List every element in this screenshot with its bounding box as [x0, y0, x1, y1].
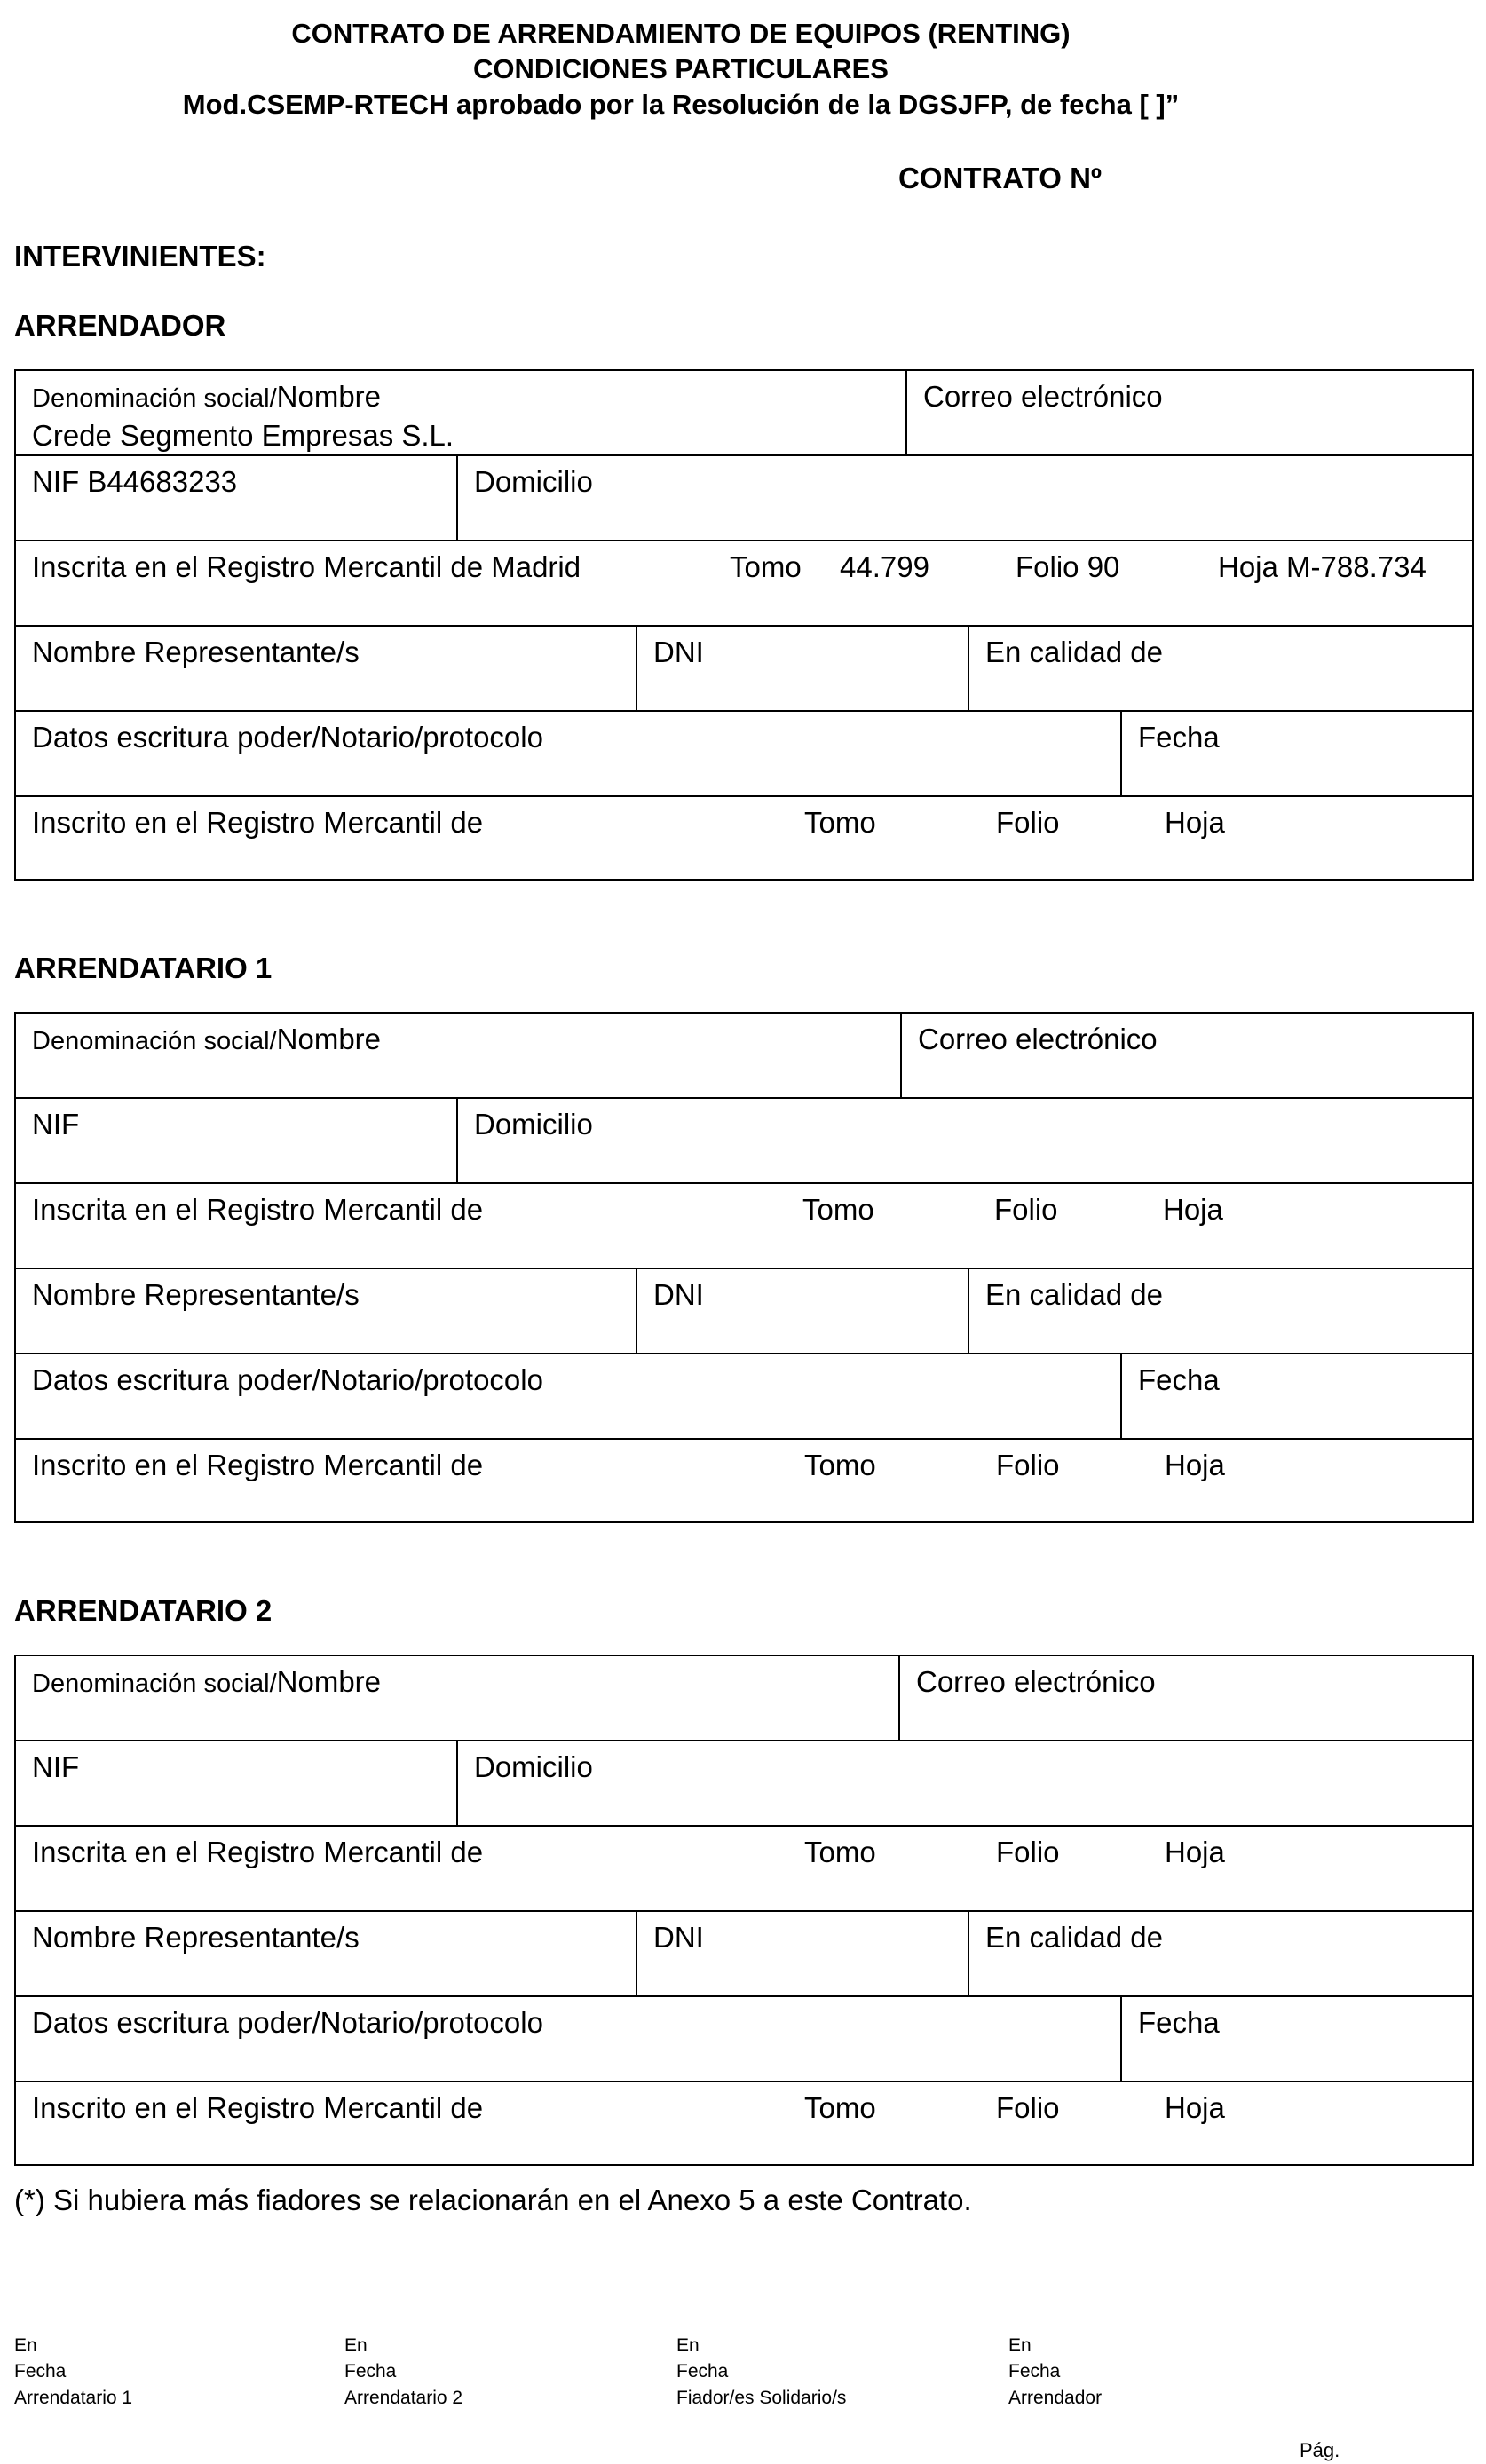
label-tomo: Tomo — [804, 1449, 876, 1481]
signature-block-fiador — [676, 2333, 846, 2411]
signature-en: En — [1008, 2335, 1032, 2356]
label-calidad: En calidad de — [985, 1278, 1163, 1311]
row-representante — [16, 627, 1472, 712]
row-denominacion — [16, 1014, 1472, 1099]
row-registro — [16, 1184, 1472, 1269]
cell-nif[interactable] — [16, 1099, 456, 1182]
label-inscrito: Inscrito en el Registro Mercantil de — [32, 2091, 484, 2124]
cell-nif[interactable] — [16, 1741, 456, 1825]
cell-denominacion[interactable] — [16, 371, 905, 454]
cell-nif[interactable] — [16, 456, 456, 540]
cell-calidad[interactable] — [968, 627, 1472, 710]
signature-block-arrendatario2 — [344, 2333, 462, 2411]
label-calidad: En calidad de — [985, 1921, 1163, 1954]
label-calidad: En calidad de — [985, 636, 1163, 668]
cell-representante[interactable] — [16, 1912, 636, 1995]
arrendatario2-table — [14, 1655, 1474, 2166]
arrendador-nif: NIF B44683233 — [32, 465, 238, 498]
label-tomo: Tomo — [804, 1836, 876, 1868]
signature-block-arrendador — [1008, 2333, 1102, 2411]
cell-correo[interactable] — [900, 1014, 1472, 1097]
label-tomo: Tomo — [804, 2091, 876, 2124]
label-folio: Folio — [994, 1193, 1058, 1226]
label-escritura: Datos escritura poder/Notario/protocolo — [32, 721, 543, 754]
cell-escritura[interactable] — [16, 1997, 1120, 2081]
cell-domicilio[interactable] — [456, 1741, 1472, 1825]
label-nif: NIF — [32, 1108, 80, 1141]
fiadores-note: (*) Si hubiera más fiadores se relacionarán en el Anexo 5 a este Contrato. — [14, 2184, 972, 2216]
cell-registro[interactable] — [16, 1827, 1472, 1910]
cell-domicilio[interactable] — [456, 1099, 1472, 1182]
label-representante: Nombre Representante/s — [32, 636, 360, 668]
signature-role: Arrendatario 2 — [344, 2387, 463, 2408]
row-representante — [16, 1912, 1472, 1997]
label-hoja: Hoja — [1163, 1193, 1223, 1226]
row-denominacion — [16, 1656, 1472, 1741]
signature-role: Arrendador — [1008, 2387, 1103, 2408]
signature-fecha: Fecha — [344, 2361, 397, 2382]
label-denominacion-social: Denominación social/ — [32, 1670, 277, 1698]
row-nif — [16, 456, 1472, 541]
label-representante: Nombre Representante/s — [32, 1278, 360, 1311]
label-nombre: Nombre — [276, 1023, 382, 1055]
arrendador-hoja: Hoja M-788.734 — [1218, 550, 1427, 583]
arrendador-table — [14, 369, 1474, 881]
cell-escritura[interactable] — [16, 712, 1120, 795]
cell-domicilio[interactable] — [456, 456, 1472, 540]
label-dni: DNI — [653, 636, 704, 668]
signature-role: Fiador/es Solidario/s — [676, 2387, 847, 2408]
contract-number-label: CONTRATO Nº — [898, 162, 1102, 194]
row-escritura — [16, 712, 1472, 797]
row-denominacion — [16, 371, 1472, 456]
cell-dni[interactable] — [636, 1269, 968, 1353]
label-tomo: Tomo — [730, 550, 802, 583]
cell-registro[interactable] — [16, 541, 1472, 625]
cell-fecha[interactable] — [1120, 1354, 1472, 1438]
cell-calidad[interactable] — [968, 1912, 1472, 1995]
cell-fecha[interactable] — [1120, 1997, 1472, 2081]
signature-en: En — [14, 2335, 37, 2356]
label-hoja: Hoja — [1165, 1836, 1225, 1868]
label-dni: DNI — [653, 1278, 704, 1311]
row-nif — [16, 1741, 1472, 1827]
label-escritura: Datos escritura poder/Notario/protocolo — [32, 1363, 543, 1396]
label-representante: Nombre Representante/s — [32, 1921, 360, 1954]
cell-denominacion[interactable] — [16, 1014, 900, 1097]
row-inscrito — [16, 797, 1472, 882]
cell-representante[interactable] — [16, 627, 636, 710]
cell-registro[interactable] — [16, 1184, 1472, 1268]
arrendador-company-name: Crede Segmento Empresas S.L. — [32, 419, 454, 452]
arrendador-folio: Folio 90 — [1016, 550, 1120, 583]
cell-calidad[interactable] — [968, 1269, 1472, 1353]
signature-fecha: Fecha — [1008, 2361, 1061, 2382]
label-correo: Correo electrónico — [916, 1665, 1156, 1698]
cell-correo[interactable] — [905, 371, 1472, 454]
arrendatario1-heading: ARRENDATARIO 1 — [14, 952, 273, 984]
cell-inscrito[interactable] — [16, 1440, 1472, 1525]
arrendador-inscrita: Inscrita en el Registro Mercantil de Madrid — [32, 550, 581, 583]
signature-fecha: Fecha — [14, 2361, 67, 2382]
model-reference: Mod.CSEMP-RTECH aprobado por la Resolución de la DGSJFP, de fecha [ ]” — [182, 89, 1180, 120]
label-folio: Folio — [996, 1449, 1060, 1481]
label-correo: Correo electrónico — [923, 380, 1163, 413]
label-folio: Folio — [996, 2091, 1060, 2124]
label-nif: NIF — [32, 1750, 80, 1783]
cell-fecha[interactable] — [1120, 712, 1472, 795]
cell-dni[interactable] — [636, 1912, 968, 1995]
label-hoja: Hoja — [1165, 2091, 1225, 2124]
row-inscrito — [16, 1440, 1472, 1525]
label-inscrito: Inscrito en el Registro Mercantil de — [32, 1449, 484, 1481]
label-dni: DNI — [653, 1921, 704, 1954]
label-domicilio: Domicilio — [474, 1750, 593, 1783]
cell-correo[interactable] — [898, 1656, 1472, 1740]
arrendatario1-table — [14, 1012, 1474, 1523]
document-subtitle: CONDICIONES PARTICULARES — [473, 53, 889, 84]
row-registro — [16, 541, 1472, 627]
cell-dni[interactable] — [636, 627, 968, 710]
signature-en: En — [676, 2335, 700, 2356]
label-denominacion-social: Denominación social/ — [32, 1027, 277, 1055]
cell-representante[interactable] — [16, 1269, 636, 1353]
label-nombre: Nombre — [276, 1665, 382, 1698]
row-representante — [16, 1269, 1472, 1354]
arrendador-tomo-value: 44.799 — [840, 550, 929, 583]
label-inscrita: Inscrita en el Registro Mercantil de — [32, 1836, 484, 1868]
label-tomo: Tomo — [802, 1193, 874, 1226]
cell-escritura[interactable] — [16, 1354, 1120, 1438]
label-fecha: Fecha — [1138, 2006, 1220, 2039]
label-hoja: Hoja — [1165, 806, 1225, 839]
signature-block-arrendatario1 — [14, 2333, 132, 2411]
page-number-label: Pág. — [1300, 2439, 1340, 2461]
label-tomo: Tomo — [804, 806, 876, 839]
document-title: CONTRATO DE ARRENDAMIENTO DE EQUIPOS (RENTING) — [291, 18, 1071, 49]
label-denominacion-social: Denominación social/ — [32, 384, 277, 413]
arrendador-heading: ARRENDADOR — [14, 309, 226, 342]
label-fecha: Fecha — [1138, 721, 1220, 754]
signature-role: Arrendatario 1 — [14, 2387, 133, 2408]
label-domicilio: Domicilio — [474, 1108, 593, 1141]
row-escritura — [16, 1997, 1472, 2082]
label-nombre: Nombre — [276, 380, 382, 413]
signature-en: En — [344, 2335, 368, 2356]
label-fecha: Fecha — [1138, 1363, 1220, 1396]
label-folio: Folio — [996, 806, 1060, 839]
cell-inscrito[interactable] — [16, 2082, 1472, 2168]
row-inscrito — [16, 2082, 1472, 2168]
cell-denominacion[interactable] — [16, 1656, 898, 1740]
signature-fecha: Fecha — [676, 2361, 729, 2382]
label-domicilio: Domicilio — [474, 465, 593, 498]
label-hoja: Hoja — [1165, 1449, 1225, 1481]
label-inscrita: Inscrita en el Registro Mercantil de — [32, 1193, 484, 1226]
row-registro — [16, 1827, 1472, 1912]
cell-inscrito[interactable] — [16, 797, 1472, 882]
row-escritura — [16, 1354, 1472, 1440]
label-correo: Correo electrónico — [918, 1023, 1158, 1055]
intervinientes-heading: INTERVINIENTES: — [14, 240, 266, 272]
label-inscrito: Inscrito en el Registro Mercantil de — [32, 806, 484, 839]
label-folio: Folio — [996, 1836, 1060, 1868]
label-escritura: Datos escritura poder/Notario/protocolo — [32, 2006, 543, 2039]
row-nif — [16, 1099, 1472, 1184]
arrendatario2-heading: ARRENDATARIO 2 — [14, 1594, 273, 1627]
